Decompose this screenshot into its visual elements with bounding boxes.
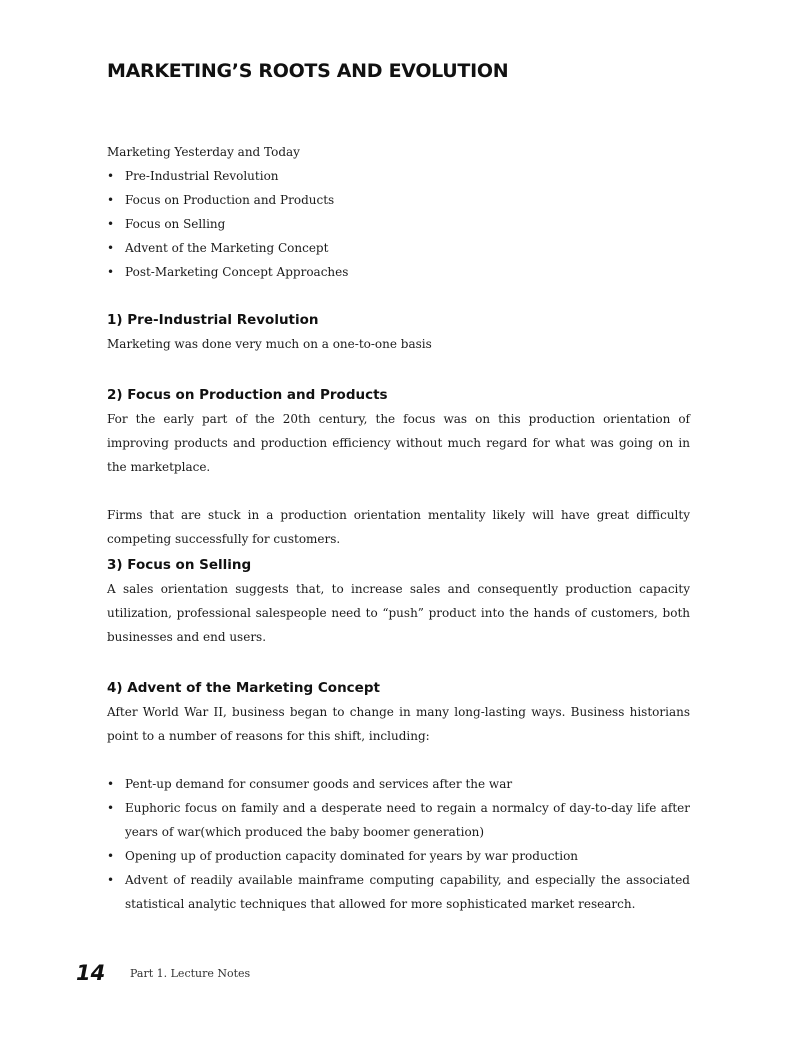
reasons-list [107,772,690,916]
section-selling [107,553,690,649]
list-item: • Pre-Industrial Revolution [107,164,690,188]
section-heading: 4) Advent of the Marketing Concept [107,680,380,696]
section-marketing-concept [107,676,690,916]
intro-heading: Marketing Yesterday and Today [107,145,300,159]
bullet-icon: • [107,849,115,863]
section-paragraph: Firms that are stuck in a production orientation mentality likely will have great difficulty competing successfully for customers. [107,508,690,546]
section-paragraph: After World War II, business began to change in many long-lasting ways. Business historians point to a number of reasons for this shift, including: [107,705,690,743]
section-pre-industrial [107,308,690,356]
list-item: • Pent-up demand for consumer goods and services after the war [107,772,690,796]
section-heading: 3) Focus on Selling [107,557,252,573]
section-paragraph: Marketing was done very much on a one-to-one basis [107,337,432,351]
list-item: • Euphoric focus on family and a desperate need to regain a normalcy of day-to-day life after years of war(which produced the baby boomer generation) [107,796,690,844]
bullet-icon: • [107,241,115,255]
list-item: • Focus on Selling [107,212,690,236]
section-paragraph: A sales orientation suggests that, to increase sales and consequently production capacity utilization, professional salespeople need to “push” product into the hands of customers, both businesses and end users. [107,582,690,644]
page-footer [76,961,376,987]
footer-label: Part 1. Lecture Notes [130,967,251,980]
section-paragraph: For the early part of the 20th century, the focus was on this production orientation of improving products and production efficiency without much regard for what was going on in the marketplace. [107,412,690,474]
bullet-icon: • [107,873,115,887]
intro-list [107,164,690,284]
section-production [107,383,690,551]
bullet-icon: • [107,265,115,279]
intro-block [107,140,690,284]
list-item: • Opening up of production capacity dominated for years by war production [107,844,690,868]
page-title: MARKETING’S ROOTS AND EVOLUTION [107,60,509,82]
list-item: • Focus on Production and Products [107,188,690,212]
bullet-icon: • [107,777,115,791]
list-item: • Post-Marketing Concept Approaches [107,260,690,284]
page-number: 14 [76,961,106,985]
bullet-icon: • [107,193,115,207]
bullet-icon: • [107,169,115,183]
section-heading: 1) Pre-Industrial Revolution [107,312,319,328]
bullet-icon: • [107,217,115,231]
list-item: • Advent of the Marketing Concept [107,236,690,260]
bullet-icon: • [107,801,115,815]
list-item: • Advent of readily available mainframe computing capability, and especially the associated statistical analytic techniques that allowed for more sophisticated market research. [107,868,690,916]
section-heading: 2) Focus on Production and Products [107,387,388,403]
